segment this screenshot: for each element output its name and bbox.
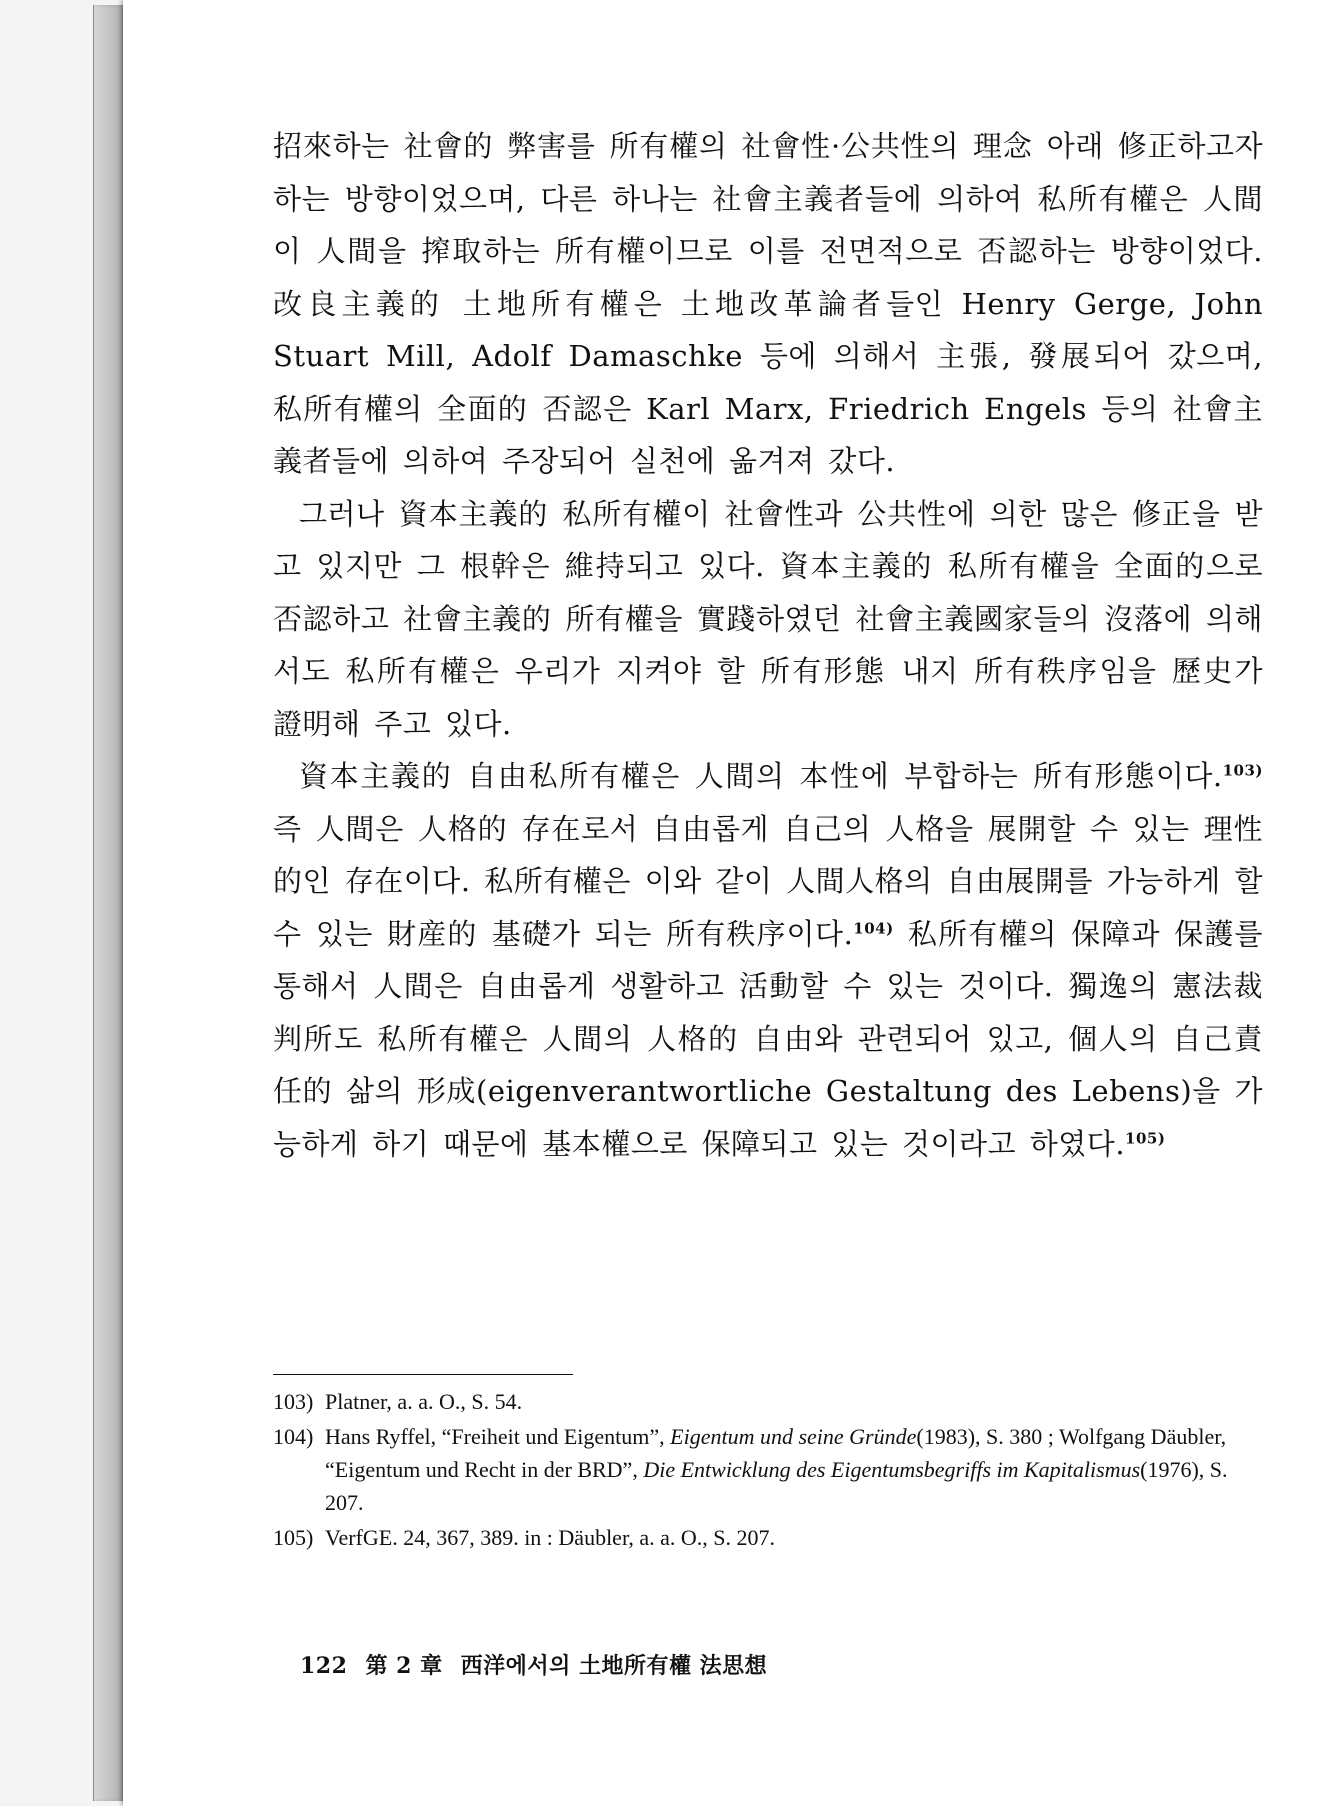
paragraph-3-text-b: 즉 人間은 人格的 存在로서 自由롭게 自己의 人格을 展開할 수 있는 理性的인 存在이다. 私所有權은 이와 같이 人間人格의 自由展開를 가능하게 할 수 있는 財産的 基礎가 되는 所有秩序이다. [273, 811, 1263, 951]
footnote-ref-105[interactable]: 105) [1125, 1128, 1166, 1147]
footnotes [273, 1385, 1263, 1556]
footnote-ref-103[interactable]: 103) [1222, 761, 1263, 780]
footnote-number: 103) [273, 1389, 314, 1414]
footnote-text: VerfGE. 24, 367, 389. in : Däubler, a. a. O., S. 207. [325, 1525, 776, 1550]
footnote-text: Platner, a. a. O., S. 54. [325, 1389, 523, 1414]
footnote-ref-104[interactable]: 104) [853, 918, 894, 937]
footnote-text: (1983), S. 380 ; Wolfgang Däubler, “Eigentum und Recht in der BRD”, [325, 1424, 1227, 1482]
footnote-104 [273, 1420, 1263, 1519]
footnote-book-title: Die Entwicklung des Eigentumsbegriffs im Kapitalismus [643, 1457, 1141, 1482]
chapter-title: 西洋에서의 土地所有權 法思想 [460, 1653, 768, 1679]
footnote-book-title: Eigentum und seine Gründe [670, 1424, 917, 1449]
book-page [123, 0, 1322, 1806]
running-footer [300, 1649, 785, 1680]
paragraph-1: 招來하는 社會的 弊害를 所有權의 社會性·公共性의 理念 아래 修正하고자 하는 방향이었으며, 다른 하나는 社會主義者들에 의하여 私所有權은 人間이 人間을 搾取하는 所有權이므로 이를 전면적으로 否認하는 방향이었다. 改良主義的 土地所有權은 土地改革論者들인 Henry Gerge, John Stuart Mill, Adolf Damaschke 등에 의해서 主張, 發展되어 갔으며, 私所有權의 全面的 否認은 Karl Marx, Friedrich Engels 등의 社會主義者들에 의하여 주장되어 실천에 옮겨져 갔다. [273, 129, 1263, 478]
paragraph-3-text-a: 資本主義的 自由私所有權은 人間의 本性에 부합하는 所有形態이다. [299, 759, 1223, 793]
footnote-103 [273, 1385, 1263, 1418]
footnote-number: 104) [273, 1424, 314, 1449]
paragraph-3-text-c: 私所有權의 保障과 保護를 통해서 人間은 自由롭게 생활하고 活動할 수 있는 것이다. 獨逸의 憲法裁判所도 私所有權은 人間의 人格的 自由와 관련되어 있고, 個人의 自己責任的 삶의 形成(eigenverantwortliche Gestaltung des Lebens)을 가능하게 하기 때문에 基本權으로 保障되고 있는 것이라고 하였다. [273, 916, 1263, 1161]
page-number: 122 [300, 1653, 348, 1679]
main-text [273, 120, 1263, 1170]
paragraph-3 [273, 750, 1263, 1170]
book-spine-edge [93, 5, 124, 1801]
chapter-label: 第 2 章 [365, 1653, 443, 1679]
footnote-divider [273, 1374, 573, 1375]
footnote-number: 105) [273, 1525, 314, 1550]
paragraph-2: 그러나 資本主義的 私所有權이 社會性과 公共性에 의한 많은 修正을 받고 있지만 그 根幹은 維持되고 있다. 資本主義的 私所有權을 全面的으로 否認하고 社會主義的 所有權을 實踐하였던 社會主義國家들의 沒落에 의해서도 私所有權은 우리가 지켜야 할 所有形態 내지 所有秩序임을 歷史가 證明해 주고 있다. [273, 496, 1263, 741]
footnote-105 [273, 1521, 1263, 1554]
footnote-text: (1976), S. 207. [325, 1457, 1228, 1515]
footnote-text: Hans Ryffel, “Freiheit und Eigentum”, [325, 1424, 671, 1449]
